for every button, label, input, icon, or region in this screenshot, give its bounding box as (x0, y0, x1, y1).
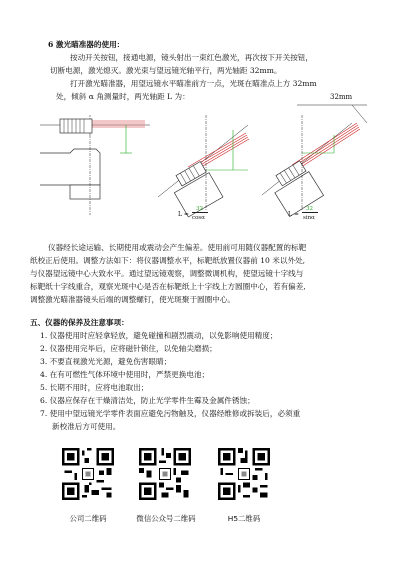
calibration-line-1: 仪器经长途运输、长期使用或震动会产生偏差。使用前可用随仪器配置的标靶 (48, 243, 307, 252)
section6-title: 6 激光瞄准器的使用： (48, 40, 125, 49)
care-item-5: 5. 长期不用时，应将电池取出； (40, 383, 149, 392)
wechat-qr-caption: 微信公众号二维码 (136, 514, 196, 523)
section6-line-3: 打开激光瞄准器，用望远镜水平瞄准前方一点，光斑在瞄准点上方 32mm (70, 79, 317, 88)
care-item-4: 4. 在有可燃性气体环境中使用时，严禁更换电池； (40, 370, 210, 379)
formula-sin-den: sinα (303, 215, 315, 221)
section6-line-2: 切断电源，激光熄灭。激光束与望远镜光轴平行，两光轴距 32mm。 (50, 66, 282, 75)
calibration-line-2: 纸校正后使用。调整方法如下：将仪器调整水平，标靶纸放置仪器前 10 米以外处, (30, 256, 306, 265)
care-item-1: 1. 仪器使用时应轻拿轻放，避免碰撞和剧烈震动，以免影响使用精度； (40, 331, 278, 340)
formula-cos-num: 32 (196, 206, 203, 212)
dimension-32mm: 32mm (330, 93, 353, 101)
care-item-7: 7. 使用中望远镜光学零件表面应避免污物触及，仪器经维修或拆装后，必须重 (40, 409, 301, 418)
wechat-qr-code (139, 448, 191, 500)
company-qr-caption: 公司二维码 (69, 514, 107, 523)
formula-cos-den: cosα (192, 215, 205, 221)
care-item-2: 2. 仪器使用完毕后，应将磁针锁住，以免轴尖磨损； (40, 344, 217, 353)
company-qr-code (62, 448, 114, 500)
section6-line-1: 按动开关按钮，接通电源，镜头射出一束红色激光，再次按下开关按钮， (70, 53, 313, 62)
calibration-line-4: 标靶纸十字线重合，观察光斑中心是否在标靶纸上十字线上方圆圈中心，若有偏差, (30, 282, 306, 291)
h5-qr-caption: H5二维码 (227, 514, 261, 523)
diagram-level-telescope (40, 105, 150, 220)
section6-line-4: 处，倾斜 α 角测量时，两光轴距 L 为： (56, 92, 190, 101)
care-item-3: 3. 不要直视激光光源，避免伤害眼睛； (40, 357, 172, 366)
h5-qr-code (218, 448, 270, 500)
care-item-7-cont: 新校准后方可使用。 (52, 422, 121, 431)
formula-sin-lhs: L = (288, 211, 299, 218)
formula-cos-lhs: L = (178, 211, 189, 218)
calibration-line-5: 调整激光瞄准器镜头后端的调整螺钉，使光斑聚于圆圈中心。 (30, 295, 236, 304)
section5-title: 五、仪器的保养及注意事项： (30, 318, 129, 327)
calibration-line-3: 与仪器望远镜中心大致水平。通过望远镜观察，调整微调机构，使望远镜十字线与 (30, 269, 304, 278)
care-item-6: 6. 仪器应保存在干燥清洁处，防止光学零件生霉及金属件锈蚀； (40, 396, 255, 405)
formula-sin-num: 32 (306, 206, 313, 212)
